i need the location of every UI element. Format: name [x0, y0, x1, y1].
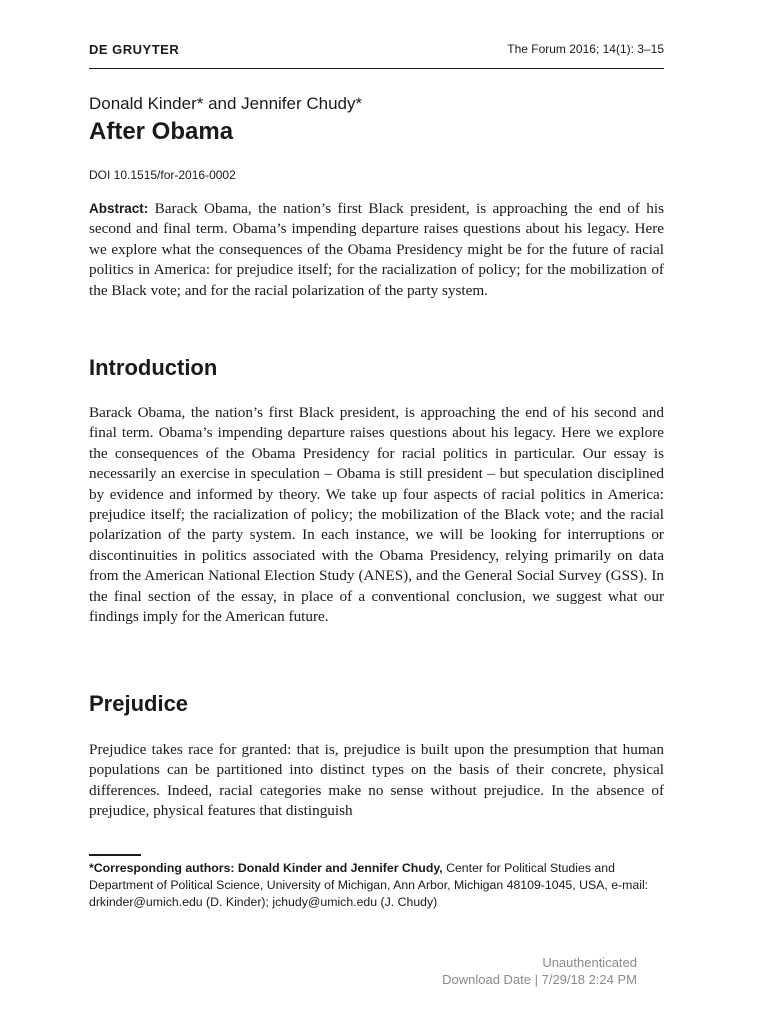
publisher-name: DE GRUYTER: [89, 42, 180, 57]
watermark-status: Unauthenticated: [542, 955, 637, 970]
abstract-paragraph: [89, 199, 664, 301]
section-heading-prejudice: Prejudice: [89, 691, 189, 716]
footnote-divider: [89, 854, 141, 856]
footnote-text: Center for Political Studies and Department of Political Science, University of Michigan, Ann Arbor, Michigan 48109-1045, USA, e-mail: drkinder@umich.edu (D. Kinder); jchudy@umich.edu (J. Chudy): [89, 861, 649, 909]
article-authors: Donald Kinder* and Jennifer Chudy*: [89, 94, 363, 113]
article-title: After Obama: [89, 118, 234, 145]
footnote: [89, 860, 664, 911]
article-doi: DOI 10.1515/for-2016-0002: [89, 168, 236, 182]
footnote-label: *Corresponding authors: Donald Kinder and Jennifer Chudy,: [89, 861, 443, 875]
watermark-download-date: Download Date | 7/29/18 2:24 PM: [442, 971, 637, 987]
prejudice-paragraph: Prejudice takes race for granted: that is, prejudice is built upon the presumption that human populations can be partitioned into distinct types on the basis of their concrete, physical differences. Indeed, racial categories make no sense without prejudice. In the absence of prejudice, physical features that distinguish: [89, 741, 664, 820]
download-watermark: [442, 955, 637, 988]
page-header: [89, 40, 664, 69]
journal-citation: The Forum 2016; 14(1): 3–15: [507, 42, 664, 56]
section-heading-introduction: Introduction: [89, 355, 218, 380]
introduction-paragraph: Barack Obama, the nation’s first Black president, is approaching the end of his second and final term. Obama’s impending departure raises questions about his legacy. Here we explore the consequences of the Obama Presidency for racial politics in particular. Our essay is necessarily an exercise in speculation – Obama is still president – but speculation disciplined by evidence and informed by theory. We take up four aspects of racial politics in America: prejudice itself; the racialization of policy; the mobilization of the Black vote; and the racial polarization of the party system. In each instance, we will be looking for interruptions or discontinuities in politics associated with the Obama Presidency, relying primarily on data from the American National Election Study (ANES), and the General Social Survey (GSS). In the final section of the essay, in place of a conventional conclusion, we suggest what our findings imply for the American future.: [89, 404, 664, 626]
abstract-text: Barack Obama, the nation’s first Black president, is approaching the end of his second and final term. Obama’s impending departure raises questions about his legacy. Here we explore what the consequences of the Obama Presidency might be for the future of racial politics in America: for prejudice itself; for the racialization of policy; for the mobilization of the Black vote; and for the racial polarization of the party system.: [89, 200, 664, 299]
abstract-label: Abstract:: [89, 201, 149, 216]
